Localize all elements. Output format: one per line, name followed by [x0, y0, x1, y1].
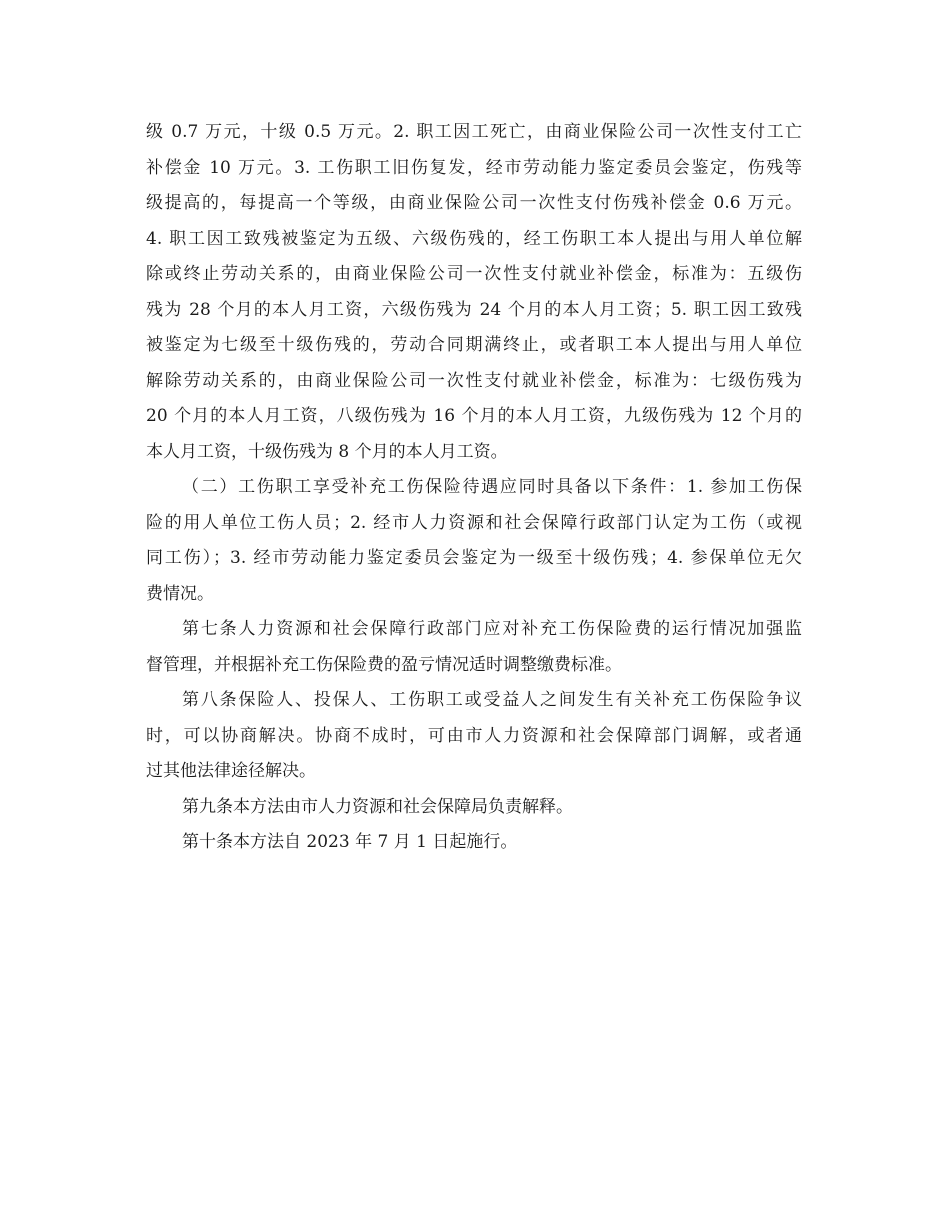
text-line: 过其他法律途径解决。 — [146, 761, 316, 781]
document-body — [146, 115, 802, 861]
paragraph-eligibility-conditions — [146, 470, 802, 612]
text-line: 4. 职工因工致残被鉴定为五级、六级伤残的，经工伤职工本人提出与用人单位解 — [146, 228, 802, 249]
text-line: 费情况。 — [146, 583, 214, 604]
text-line: 级提高的，每提高一个等级，由商业保险公司一次性支付伤残补偿金 0.6 万元。 — [146, 193, 802, 213]
text-line: 补偿金 10 万元。3. 工伤职工旧伤复发，经市劳动能力鉴定委员会鉴定，伤残等 — [146, 157, 802, 178]
text-line: 第九条本方法由市人力资源和社会保障局负责解释。 — [182, 796, 573, 817]
text-line: 第十条本方法自 2023 年 7 月 1 日起施行。 — [182, 832, 518, 852]
article-7 — [146, 612, 802, 683]
article-8 — [146, 683, 802, 790]
paragraph-compensation-standards — [146, 115, 802, 470]
text-line: 险的用人单位工伤人员；2. 经市人力资源和社会保障行政部门认定为工伤（或视 — [146, 512, 802, 533]
text-line: 残为 28 个月的本人月工资，六级伤残为 24 个月的本人月工资；5. 职工因工致残 — [146, 299, 802, 320]
text-line: 同工伤）；3. 经市劳动能力鉴定委员会鉴定为一级至十级伤残；4. 参保单位无欠 — [146, 548, 802, 568]
text-line: 20 个月的本人月工资，八级伤残为 16 个月的本人月工资，九级伤残为 12 个月的 — [146, 406, 802, 426]
text-line: 本人月工资，十级伤残为 8 个月的本人月工资。 — [146, 441, 508, 462]
text-line: 第八条保险人、投保人、工伤职工或受益人之间发生有关补充工伤保险争议 — [182, 690, 802, 710]
article-10 — [146, 825, 802, 861]
text-line: 级 0.7 万元，十级 0.5 万元。2. 职工因工死亡，由商业保险公司一次性支付工亡 — [146, 122, 802, 142]
text-line: 解除劳动关系的，由商业保险公司一次性支付就业补偿金，标准为：七级伤残为 — [146, 370, 802, 391]
text-line: 第七条人力资源和社会保障行政部门应对补充工伤保险费的运行情况加强监 — [182, 619, 802, 639]
text-line: 督管理，并根据补充工伤保险费的盈亏情况适时调整缴费标准。 — [146, 654, 622, 675]
text-line: 除或终止劳动关系的，由商业保险公司一次性支付就业补偿金，标准为：五级伤 — [146, 264, 802, 284]
text-line: 时，可以协商解决。协商不成时，可由市人力资源和社会保障部门调解，或者通 — [146, 725, 802, 746]
text-line: 被鉴定为七级至十级伤残的，劳动合同期满终止，或者职工本人提出与用人单位 — [146, 335, 802, 355]
text-line: （二）工伤职工享受补充工伤保险待遇应同时具备以下条件：1. 参加工伤保 — [182, 477, 802, 497]
article-9 — [146, 790, 802, 826]
